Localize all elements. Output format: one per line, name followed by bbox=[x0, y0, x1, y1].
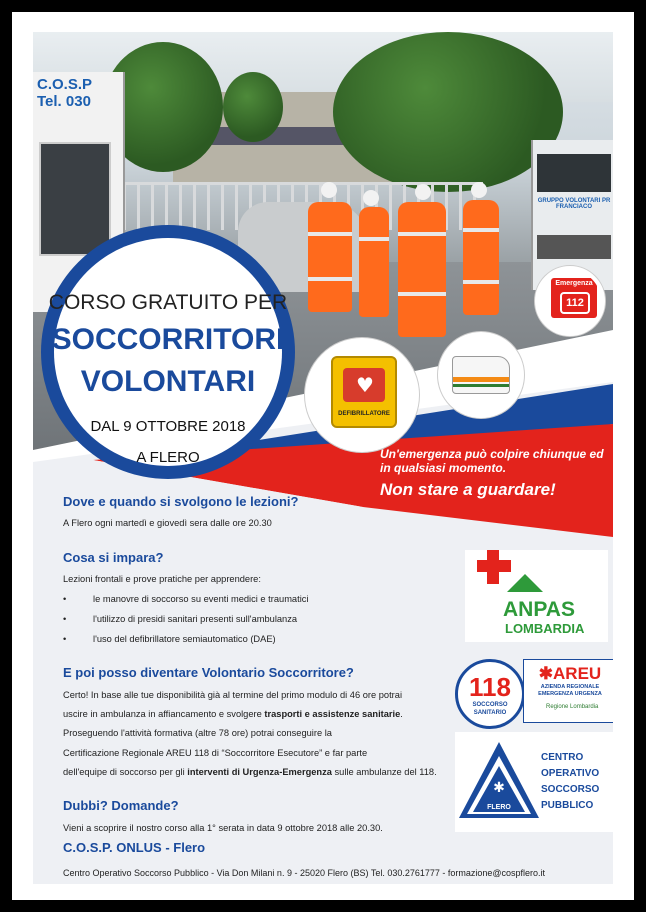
course-title-2: VOLONTARI bbox=[80, 365, 256, 398]
volunteer-text: dell'equipe di soccorso per gli interventi di Urgenza-Emergenza sulle ambulanze del 118. bbox=[63, 767, 437, 777]
course-subtitle: CORSO GRATUITO PER bbox=[48, 291, 288, 314]
van-text: Tel. 030 bbox=[37, 93, 91, 110]
list-item-text: le manovre di soccorso su eventi medici e traumatici bbox=[93, 594, 309, 604]
118-text: SANITARIO bbox=[473, 710, 507, 716]
footer-title: C.O.S.P. ONLUS - Flero bbox=[63, 840, 206, 855]
van-text: C.O.S.P bbox=[37, 76, 93, 93]
cosp-name: SOCCORSO bbox=[541, 784, 600, 795]
emergency-title: Emergenza bbox=[555, 280, 593, 287]
volunteer-text: uscire in ambulanza in affiancamento e svolgere trasporti e assistenze sanitarie. bbox=[63, 709, 403, 719]
118-number: 118 bbox=[469, 672, 511, 702]
anpas-text: ANPAS bbox=[503, 598, 575, 621]
course-title-1: SOCCORRITORI bbox=[51, 323, 285, 356]
star-of-life-icon: ✱ bbox=[493, 780, 505, 796]
regione-lombardia-text: Regione Lombardia bbox=[546, 704, 599, 710]
cosp-logo-text: FLERO bbox=[487, 804, 511, 811]
course-location: A FLERO bbox=[136, 449, 200, 466]
emergency-112-badge bbox=[535, 266, 605, 336]
volunteer-text: Certificazione Regionale AREU 118 di “Soccorritore Esecutore” e far parte bbox=[63, 748, 368, 758]
slogan-line: Un'emergenza può colpire chiunque ed bbox=[380, 447, 604, 461]
doubt-title: Dubbi? Domande? bbox=[63, 798, 179, 813]
anpas-text: LOMBARDIA bbox=[505, 621, 585, 636]
areu-subtitle: AZIENDA REGIONALE bbox=[540, 684, 600, 690]
volunteer-text: Proseguendo l'attività formativa (altre 78 ore) potrai conseguire la bbox=[63, 728, 332, 738]
course-date: DAL 9 OTTOBRE 2018 bbox=[90, 418, 246, 435]
ambulance-badge bbox=[438, 332, 524, 418]
118-logo bbox=[455, 659, 525, 729]
slogan-line: in qualsiasi momento. bbox=[380, 461, 507, 475]
slogan-subtext bbox=[380, 447, 610, 475]
truck-text: GRUPPO VOLONTARI PR FRANCIACO bbox=[537, 198, 611, 210]
cosp-name: CENTRO bbox=[541, 752, 584, 763]
defibrillator-badge bbox=[305, 338, 419, 452]
list-item-text: l'utilizzo di presidi sanitari presenti sull'ambulanza bbox=[93, 614, 298, 624]
cosp-name: PUBBLICO bbox=[541, 800, 594, 811]
poster: C.O.S.P Tel. 030 GRUPPO VOLONTARI PR FRANCIACO Emergenza 112 ♥ DEFIBRILLATORE CORSO GRATUITO PER SOCCORRITORI VOLONTARI DAL 9 OTTOBRE 2018 A FLERO Un'emergenza può colpire chiunque ed in qualsiasi momento. Non stare a guardare! Dove e quando si svolgono le lezioni? A Flero ogni martedì e giovedì sera dalle ore 20.30 Cosa si impara? Lezioni frontali e prove pratiche per apprendere: • le manovre di soccorso su eventi medici e traumatici • l'utilizzo di presidi sanitari presenti sull'ambulanza • l'uso del defibrillatore semiautomatico (DAE) E poi posso diventare Volontario Soccorritore? Certo! In base alle tue disponibilità già al termine del primo modulo di 46 ore potrai uscire in ambulanza in affiancamento e svolgere trasporti e assistenze sanitarie. Proseguendo l'attività formativa (altre 78 ore) potrai conseguire la Certificazione Regionale AREU 118 di “Soccorritore Esecutore” e far parte dell'equipe di soccorso per gli interventi di Urgenza-Emergenza sulle ambulanze del 118. Dubbi? Domande? Vieni a scoprire il nostro corso alla 1° serata in data 9 ottobre 2018 alle 20.30. ANPAS LOMBARDIA 118 SOCCORSO SANITARIO ✱AREU AZIENDA REGIONALE EMERGENZA URGENZA Regione Lombardia ✱ FLERO CENTRO OPERATIVO SOCCORSO PUBBLICO C.O.S.P. ONLUS - Flero Centro Operativo Soccorso Pubblico - Via Don Milani n. 9 - 25020 Flero (BS) Tel. 030.2761777 - formazione@cospflero.it bbox=[33, 32, 613, 884]
volunteer-text: Certo! In base alle tue disponibilità già al termine del primo modulo di 46 ore potrai bbox=[63, 690, 403, 700]
footer-contact: Centro Operativo Soccorso Pubblico - Via Don Milani n. 9 - 25020 Flero (BS) Tel. 030.2761777 - formazione@cospflero.it bbox=[63, 868, 546, 878]
areu-subtitle: EMERGENZA URGENZA bbox=[538, 691, 602, 697]
where-title: Dove e quando si svolgono le lezioni? bbox=[63, 494, 299, 509]
slogan-headline: Non stare a guardare! bbox=[380, 480, 556, 499]
where-text: A Flero ogni martedì e giovedì sera dalle ore 20.30 bbox=[63, 518, 272, 528]
volunteer-title: E poi posso diventare Volontario Soccorritore? bbox=[63, 665, 354, 680]
anpas-logo bbox=[465, 550, 608, 642]
cosp-logo bbox=[455, 732, 613, 832]
defibrillator-icon bbox=[331, 356, 397, 428]
course-circle bbox=[41, 225, 295, 479]
doubt-text: Vieni a scoprire il nostro corso alla 1° serata in data 9 ottobre 2018 alle 20.30. bbox=[63, 823, 383, 833]
areu-title: ✱AREU bbox=[538, 664, 602, 683]
emergency-number: 112 bbox=[560, 292, 590, 314]
cosp-name: OPERATIVO bbox=[541, 768, 600, 779]
learn-intro: Lezioni frontali e prove pratiche per apprendere: bbox=[63, 574, 261, 584]
learn-title: Cosa si impara? bbox=[63, 550, 164, 565]
ambulance-icon bbox=[452, 356, 510, 394]
defib-label: DEFIBRILLATORE bbox=[338, 411, 390, 417]
poster-frame bbox=[12, 12, 634, 900]
118-text: SOCCORSO bbox=[472, 702, 508, 708]
areu-logo bbox=[523, 659, 613, 723]
list-item-text: l'uso del defibrillatore semiautomatico (DAE) bbox=[93, 634, 276, 644]
